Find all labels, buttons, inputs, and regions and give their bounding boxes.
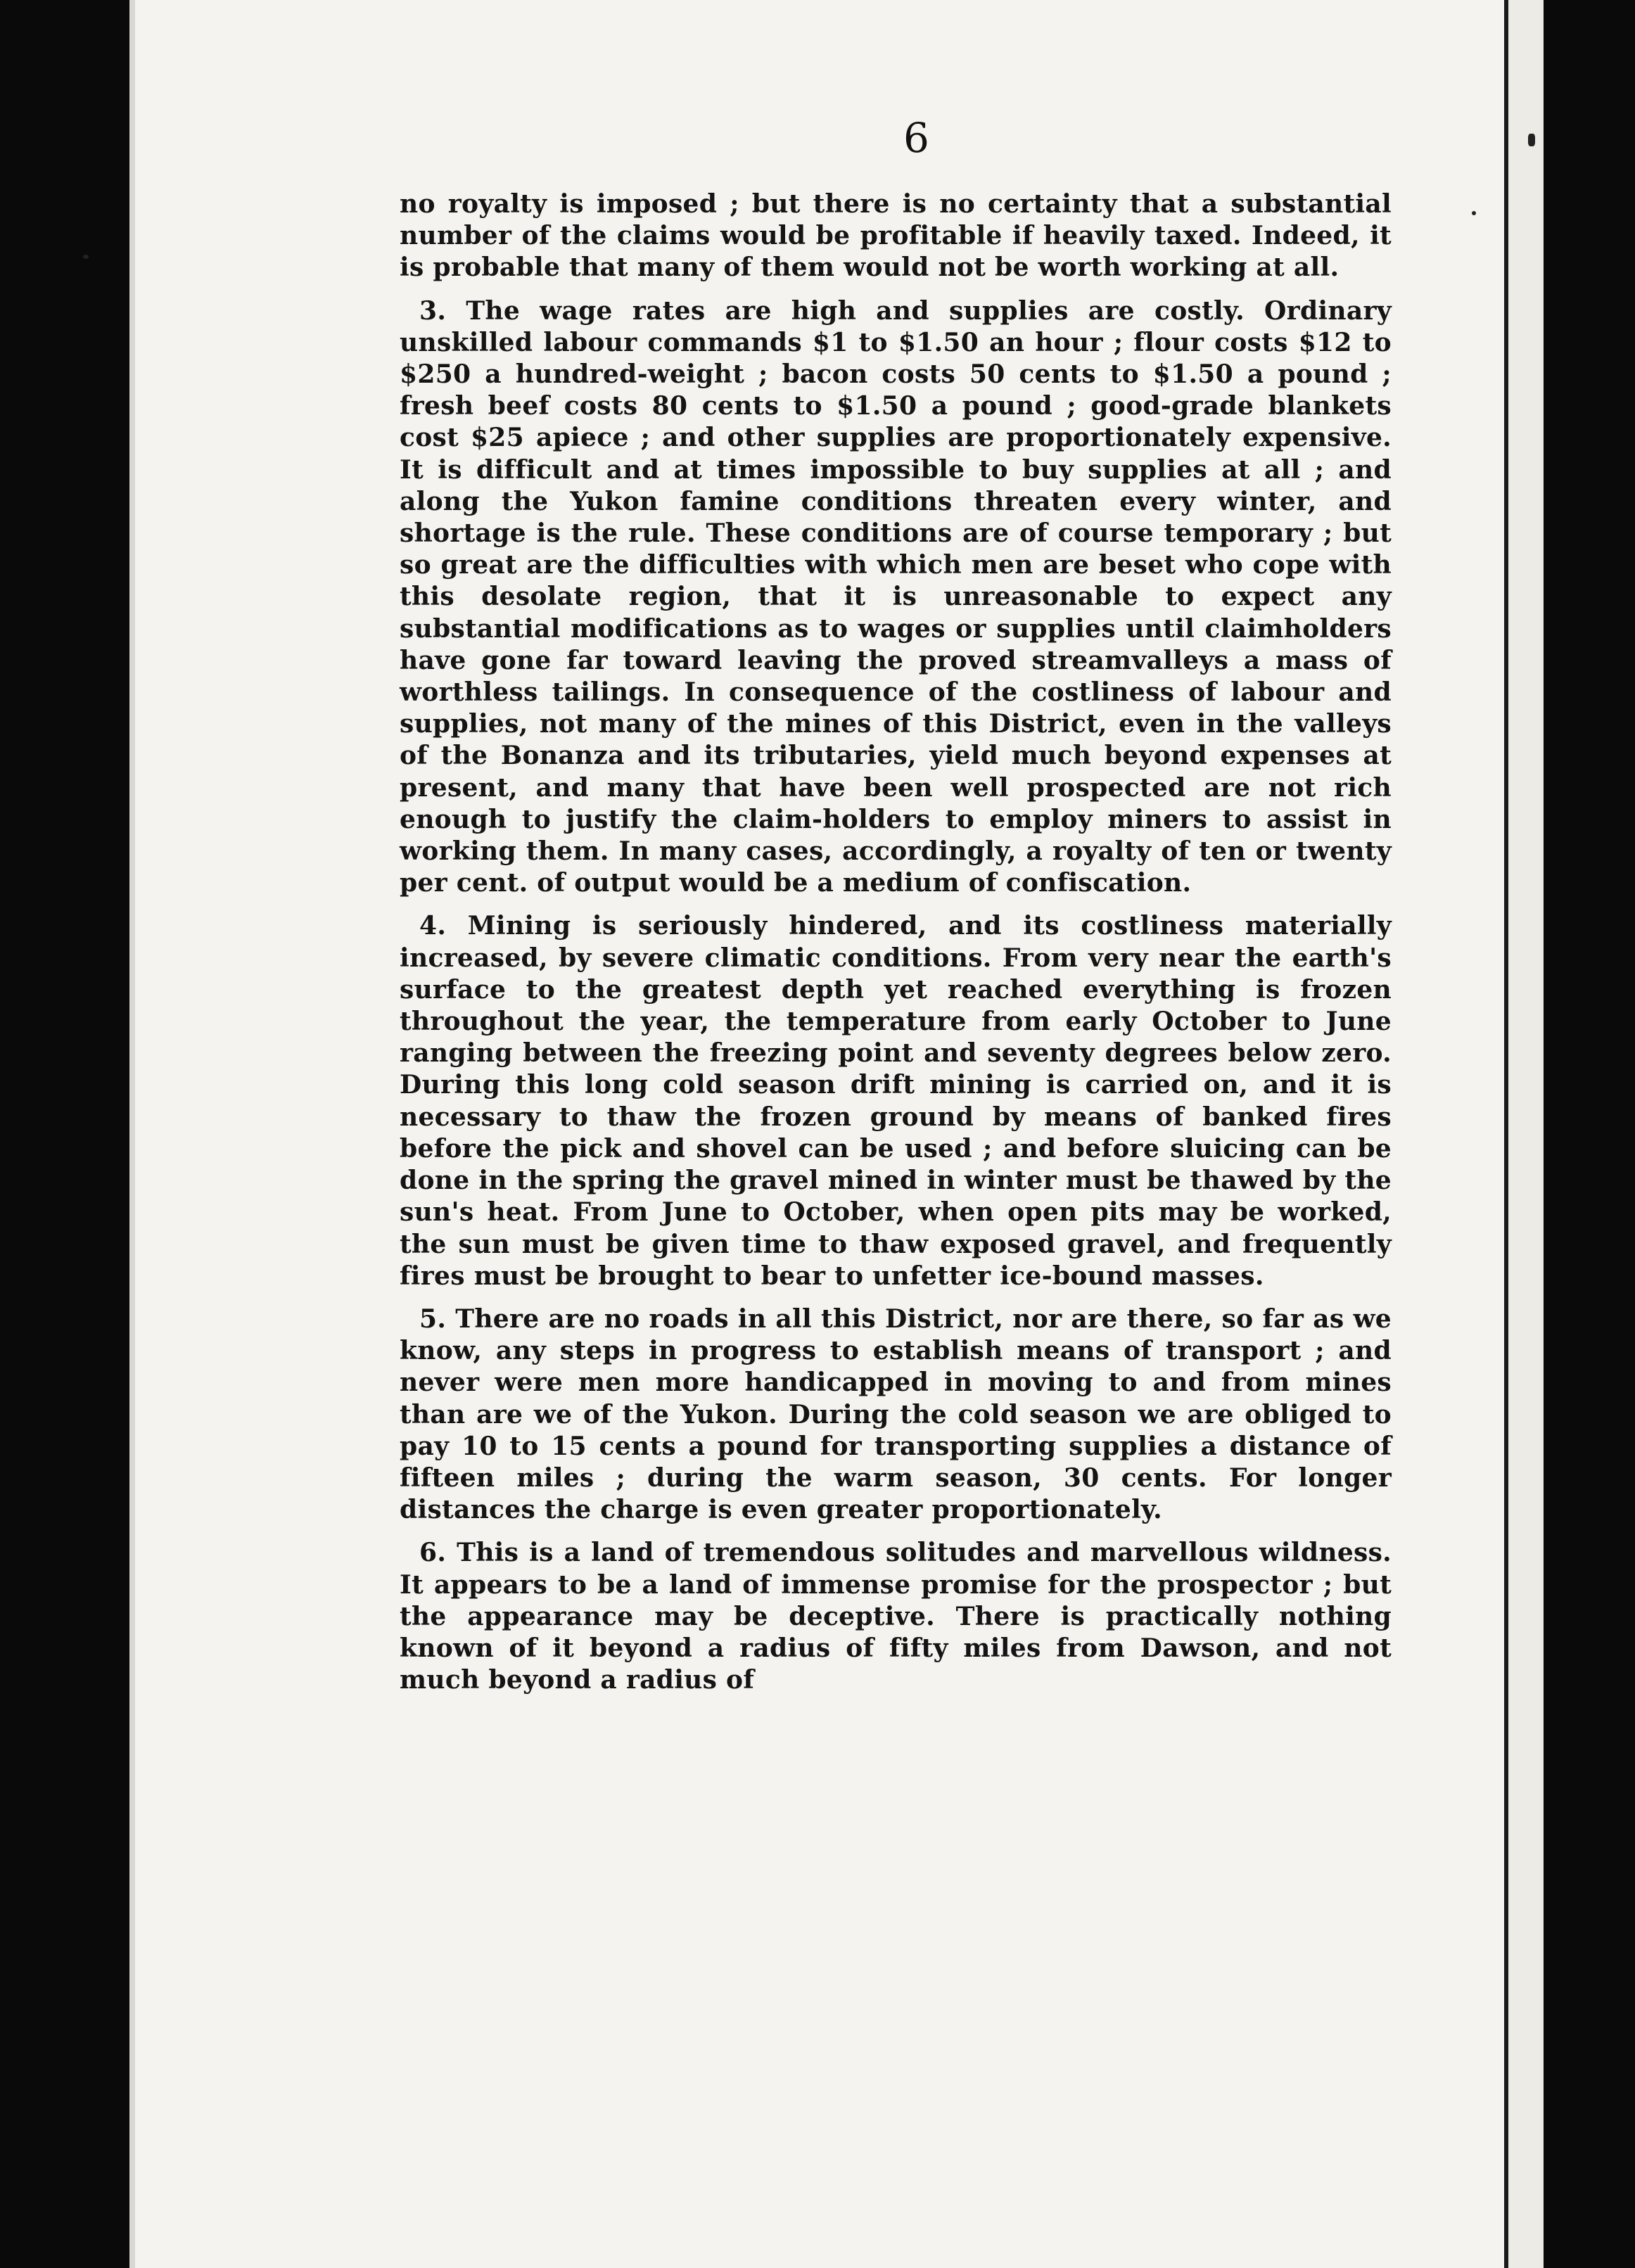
scan-speck [83, 255, 89, 259]
paragraph: 3. The wage rates are high and supplies are costly. Ordinary unskilled labour commands $1 to $1.50 an hour ; flour costs $12 to $250 a hundred-weight ; bacon costs 50 cents to $1.50 a pound ; fresh beef costs 80 cents to $1.50 a pound ; good-grade blankets cost $25 apiece ; and other supplies are proportionately expensive. It is difficult and at times impossible to buy supplies at all ; and along the Yukon famine conditions threaten every winter, and shortage is the rule. These conditions are of course temporary ; but so great are the difficulties with which men are beset who cope with this desolate region, that it is unreasonable to expect any substantial modifications as to wages or supplies until claimholders have gone far toward leaving the proved streamvalleys a mass of worthless tailings. In consequence of the costliness of labour and supplies, not many of the mines of this District, even in the valleys of the Bonanza and its tributaries, yield much beyond expenses at present, and many that have been well prospected are not rich enough to justify the claim-holders to employ miners to assist in working them. In many cases, accordingly, a royalty of ten or twenty per cent. of output would be a medium of confiscation. [400, 295, 1392, 898]
facing-page-edge [1504, 0, 1544, 2268]
scan-speck [1472, 211, 1476, 215]
paragraph: 4. Mining is seriously hindered, and its costliness materially increased, by severe climatic conditions. From very near the earth's surface to the greatest depth yet reached everything is frozen throughout the year, the temperature from early October to June ranging between the freezing point and seventy degrees below zero. During this long cold season drift mining is carried on, and it is necessary to thaw the frozen ground by means of banked fires before the pick and shovel can be used ; and before sluicing can be done in the spring the gravel mined in winter must be thawed by the sun's heat. From June to October, when open pits may be worked, the sun must be given time to thaw exposed gravel, and frequently fires must be brought to bear to unfetter ice-bound masses. [400, 911, 1392, 1291]
body-text [400, 189, 1392, 1707]
paragraph: no royalty is imposed ; but there is no certainty that a substantial number of the claims would be profitable if heavily taxed. Indeed, it is probable that many of them would not be worth working at all. [400, 189, 1392, 283]
paragraph: 6. This is a land of tremendous solitudes and marvellous wildness. It appears to be a land of immense promise for the prospector ; but the appearance may be deceptive. There is practically nothing known of it beyond a radius of fifty miles from Dawson, and not much beyond a radius of [400, 1538, 1392, 1695]
paragraph: 5. There are no roads in all this District, nor are there, so far as we know, any steps in progress to establish means of transport ; and never were men more handicapped in moving to and from mines than are we of the Yukon. During the cold season we are obliged to pay 10 to 15 cents a pound for transporting supplies a distance of fifteen miles ; during the warm season, 30 cents. For longer distances the charge is even greater proportionately. [400, 1304, 1392, 1525]
page-number: 6 [903, 114, 929, 162]
scan-speck [1528, 134, 1535, 146]
